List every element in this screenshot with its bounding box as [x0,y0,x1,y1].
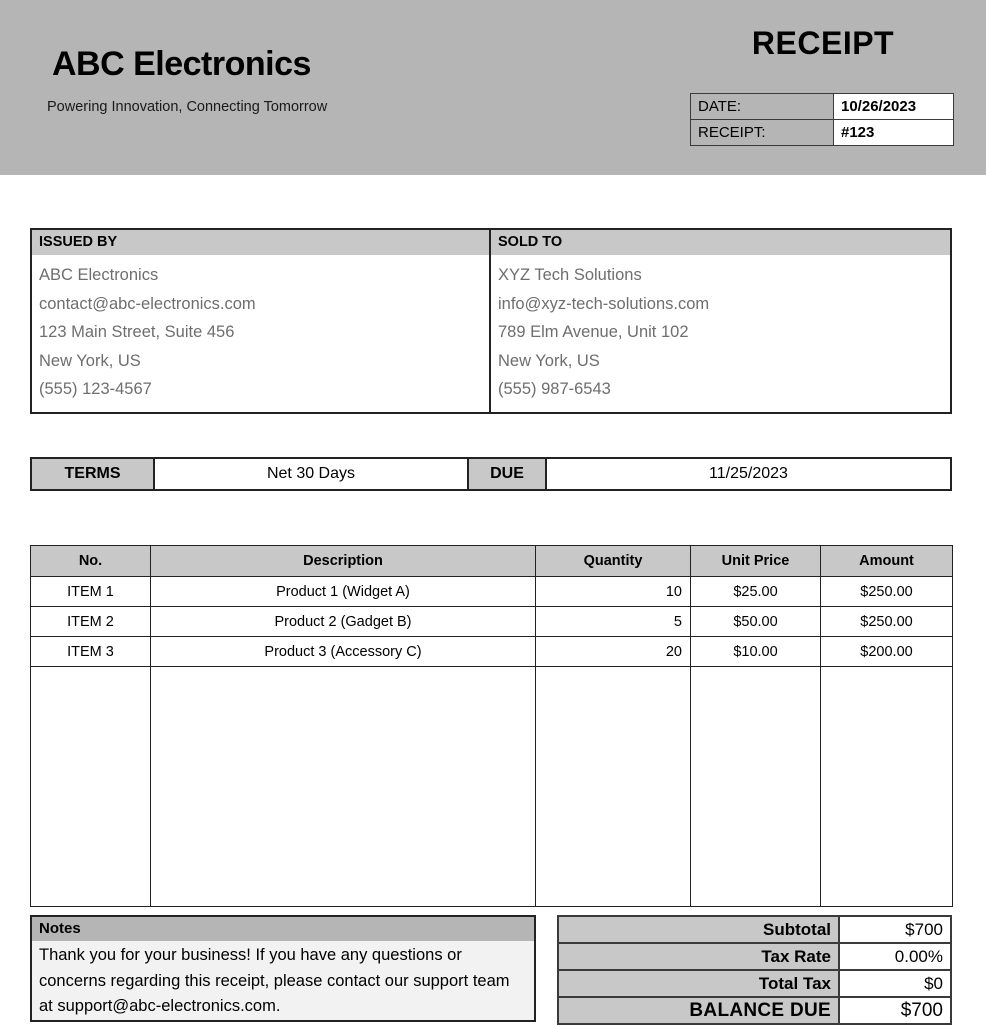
cell-amount: $200.00 [821,637,953,667]
cell-unit-price: $50.00 [691,607,821,637]
sold-to-column [491,230,950,412]
meta-row-date [691,94,954,120]
sold-to-line: info@xyz-tech-solutions.com [498,294,710,313]
cell-unit-price: $25.00 [691,577,821,607]
meta-value-receipt: #123 [834,120,954,146]
column-header-amount: Amount [821,546,953,577]
issued-by-line: 123 Main Street, Suite 456 [39,323,235,341]
issued-by-line: (555) 123-4567 [39,380,152,398]
column-header-no: No. [31,546,151,577]
cell-description: Product 2 (Gadget B) [151,607,536,637]
sold-to-line: XYZ Tech Solutions [498,266,642,284]
company-tagline: Powering Innovation, Connecting Tomorrow [47,99,328,115]
sold-to-line: New York, US [498,351,600,370]
parties-section [30,228,952,414]
empty-row [31,697,953,727]
column-header-unit-price: Unit Price [691,546,821,577]
issued-by-column [32,230,491,412]
cell-quantity: 5 [536,607,691,637]
table-row [31,607,953,637]
column-header-description: Description [151,546,536,577]
totals-row-tax-rate [558,943,951,970]
meta-value-date: 10/26/2023 [834,94,954,120]
notes-heading: Notes [32,917,534,941]
empty-row [31,727,953,757]
totals-value-tax-rate: 0.00% [839,943,951,970]
empty-row [31,847,953,877]
totals-value-subtotal: $700 [839,916,951,943]
sold-to-line: 789 Elm Avenue, Unit 102 [498,323,689,341]
due-label: DUE [468,458,546,490]
cell-description: Product 3 (Accessory C) [151,637,536,667]
empty-row [31,757,953,787]
line-items-table [30,545,953,907]
due-value: 11/25/2023 [546,458,951,490]
empty-row [31,817,953,847]
totals-table [557,915,952,1025]
document-title: RECEIPT [751,25,895,61]
totals-value-balance-due: $700 [839,997,951,1024]
receipt-meta-table [690,93,954,146]
terms-value: Net 30 Days [154,458,468,490]
cell-quantity: 20 [536,637,691,667]
totals-label-tax-rate: Tax Rate [558,943,839,970]
cell-amount: $250.00 [821,577,953,607]
totals-value-total-tax: $0 [839,970,951,997]
cell-quantity: 10 [536,577,691,607]
sold-to-line: (555) 987-6543 [498,380,611,398]
meta-label-receipt: RECEIPT: [691,120,834,146]
cell-description: Product 1 (Widget A) [151,577,536,607]
notes-box [30,915,536,1022]
column-header-quantity: Quantity [536,546,691,577]
meta-row-receipt [691,120,954,146]
cell-no: ITEM 3 [31,637,151,667]
terms-row [31,458,951,490]
totals-row-balance-due [558,997,951,1024]
issued-by-line: ABC Electronics [39,266,159,284]
table-row [31,637,953,667]
meta-label-date: DATE: [691,94,834,120]
line-items-header-row [31,546,953,577]
cell-no: ITEM 1 [31,577,151,607]
totals-label-balance-due: BALANCE DUE [558,997,839,1024]
notes-text: Thank you for your business! If you have any questions or concerns regarding this receipt, please contact our support team at support@abc-electronics.com. [39,946,510,1015]
sold-to-heading: SOLD TO [491,230,950,255]
totals-row-subtotal [558,916,951,943]
table-row [31,577,953,607]
cell-no: ITEM 2 [31,607,151,637]
terms-label: TERMS [31,458,154,490]
issued-by-body [32,255,489,412]
sold-to-body [491,255,950,412]
totals-row-total-tax [558,970,951,997]
cell-unit-price: $10.00 [691,637,821,667]
cell-amount: $250.00 [821,607,953,637]
issued-by-line: contact@abc-electronics.com [39,294,256,313]
company-name: ABC Electronics [52,45,311,83]
totals-label-total-tax: Total Tax [558,970,839,997]
empty-row [31,787,953,817]
receipt-header-band [0,0,986,175]
issued-by-line: New York, US [39,351,141,370]
empty-row [31,877,953,907]
empty-row [31,667,953,697]
terms-table [30,457,952,491]
totals-label-subtotal: Subtotal [558,916,839,943]
issued-by-heading: ISSUED BY [32,230,489,255]
